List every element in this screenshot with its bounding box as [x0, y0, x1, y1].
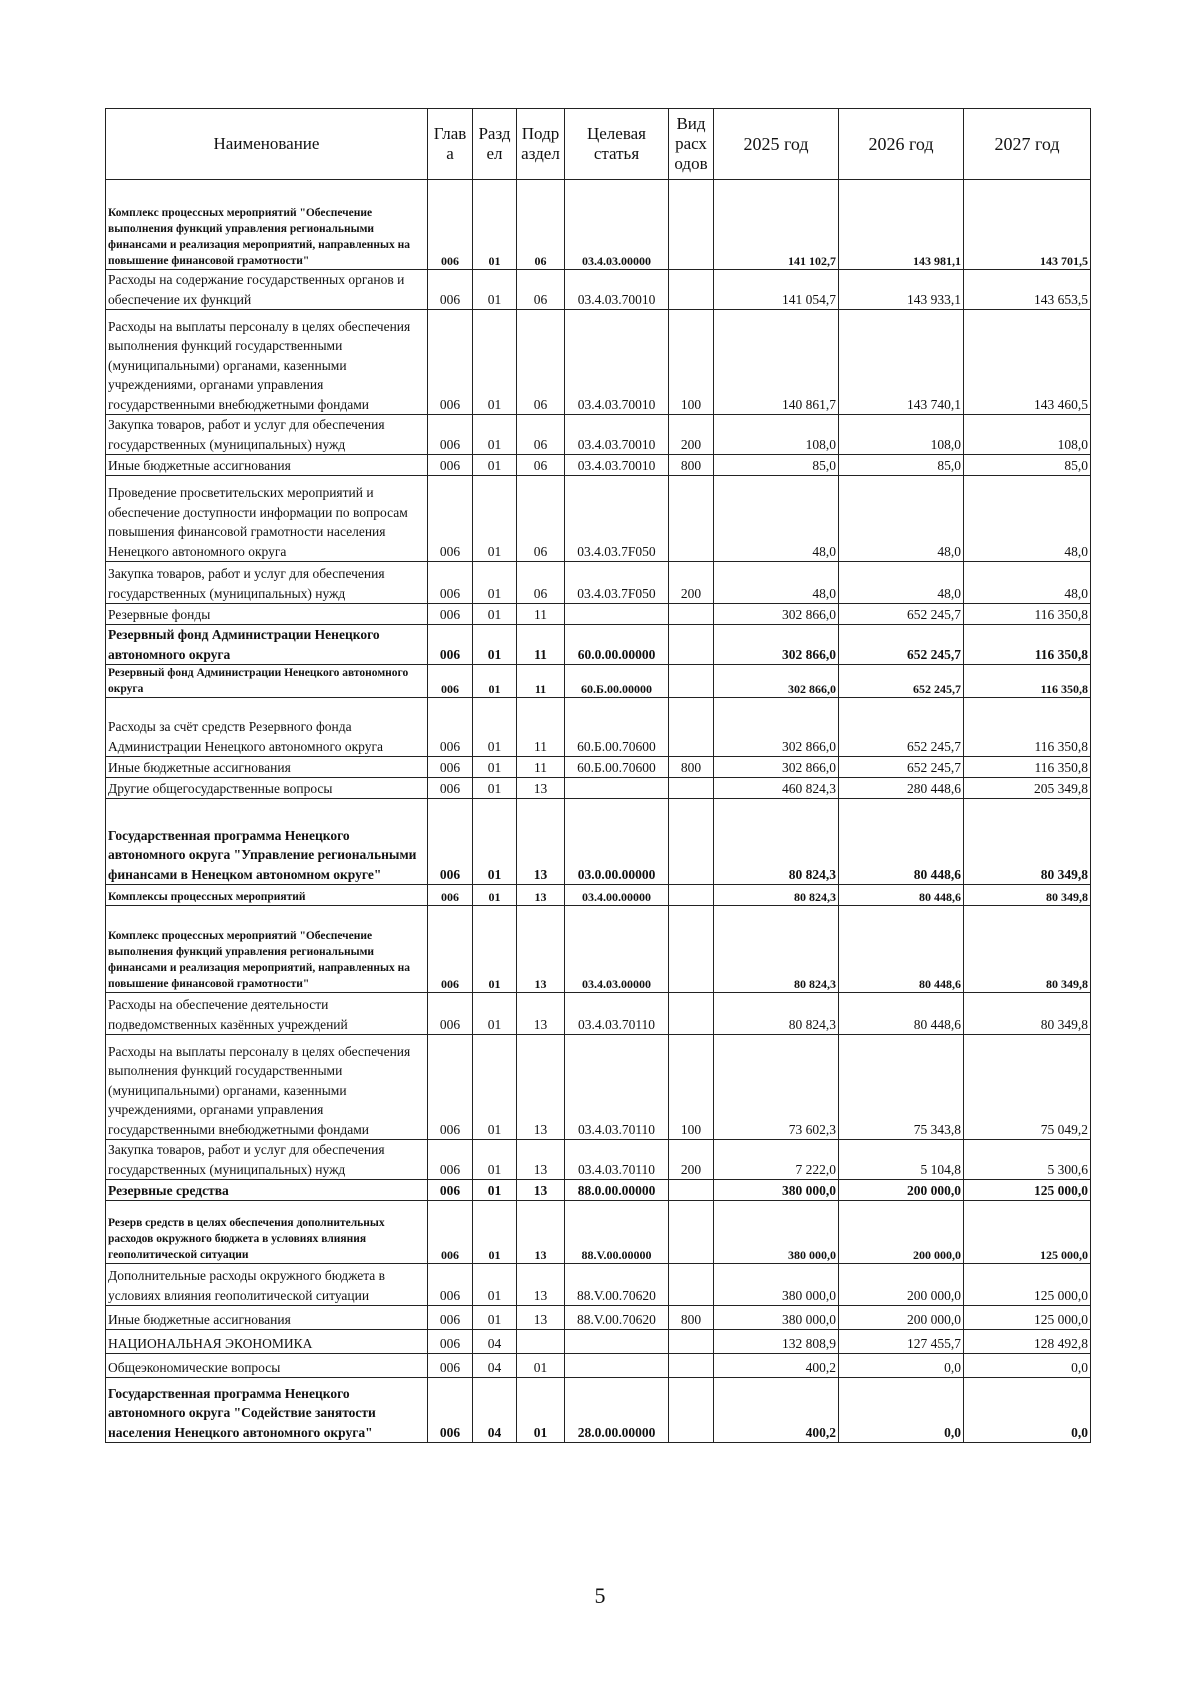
cell-article: 88.0.00.00000 [565, 1180, 669, 1201]
cell-2026: 652 245,7 [839, 757, 964, 778]
cell-razdel: 01 [473, 625, 517, 665]
cell-2025: 302 866,0 [714, 665, 839, 698]
cell-razdel: 01 [473, 180, 517, 270]
cell-podrazdel: 13 [517, 906, 565, 993]
cell-kind [669, 665, 714, 698]
table-row [106, 1330, 1091, 1354]
table-row [106, 778, 1091, 799]
cell-2025: 80 824,3 [714, 799, 839, 885]
cell-2025: 400,2 [714, 1378, 839, 1443]
cell-podrazdel: 06 [517, 455, 565, 476]
page-number: 5 [594, 1583, 606, 1608]
cell-2027: 128 492,8 [964, 1330, 1091, 1354]
header-name: Наименование [106, 109, 428, 180]
cell-2025: 400,2 [714, 1354, 839, 1378]
cell-name: Другие общегосударственные вопросы [106, 778, 428, 799]
cell-2026: 280 448,6 [839, 778, 964, 799]
cell-podrazdel: 13 [517, 1035, 565, 1140]
cell-kind [669, 180, 714, 270]
cell-2025: 48,0 [714, 476, 839, 562]
table-row [106, 1201, 1091, 1264]
cell-name: Резервные средства [106, 1180, 428, 1201]
table-row [106, 455, 1091, 476]
cell-glava: 006 [428, 885, 473, 906]
cell-razdel: 01 [473, 778, 517, 799]
cell-2027: 80 349,8 [964, 906, 1091, 993]
cell-name: Закупка товаров, работ и услуг для обеспечения государственных (муниципальных) нужд [106, 1140, 428, 1180]
cell-glava: 006 [428, 1035, 473, 1140]
cell-2026: 48,0 [839, 562, 964, 604]
cell-article: 88.V.00.00000 [565, 1201, 669, 1264]
cell-podrazdel: 13 [517, 993, 565, 1035]
cell-2025: 380 000,0 [714, 1180, 839, 1201]
cell-kind: 800 [669, 1306, 714, 1330]
cell-2027: 205 349,8 [964, 778, 1091, 799]
cell-glava: 006 [428, 476, 473, 562]
table-row [106, 1306, 1091, 1330]
cell-2027: 48,0 [964, 562, 1091, 604]
cell-2026: 0,0 [839, 1354, 964, 1378]
cell-article: 60.Б.00.00000 [565, 665, 669, 698]
cell-kind [669, 1378, 714, 1443]
cell-2027: 125 000,0 [964, 1306, 1091, 1330]
cell-2026: 652 245,7 [839, 665, 964, 698]
cell-name: Иные бюджетные ассигнования [106, 757, 428, 778]
cell-2027: 0,0 [964, 1354, 1091, 1378]
cell-podrazdel: 13 [517, 885, 565, 906]
cell-podrazdel: 06 [517, 415, 565, 455]
cell-razdel: 01 [473, 1306, 517, 1330]
cell-podrazdel: 06 [517, 310, 565, 415]
cell-2026: 652 245,7 [839, 625, 964, 665]
cell-article: 60.0.00.00000 [565, 625, 669, 665]
cell-article: 03.4.03.70010 [565, 310, 669, 415]
cell-name: Резервный фонд Администрации Ненецкого автономного округа [106, 625, 428, 665]
cell-podrazdel: 06 [517, 476, 565, 562]
cell-razdel: 01 [473, 906, 517, 993]
cell-podrazdel: 11 [517, 757, 565, 778]
cell-glava: 006 [428, 906, 473, 993]
cell-glava: 006 [428, 993, 473, 1035]
cell-2027: 125 000,0 [964, 1264, 1091, 1306]
table-row [106, 310, 1091, 415]
cell-glava: 006 [428, 604, 473, 625]
table-row [106, 665, 1091, 698]
cell-podrazdel: 06 [517, 180, 565, 270]
cell-podrazdel: 13 [517, 1264, 565, 1306]
header-kind: Вид расх одов [669, 109, 714, 180]
header-razdel: Разд ел [473, 109, 517, 180]
cell-kind [669, 604, 714, 625]
table-row [106, 885, 1091, 906]
cell-razdel: 01 [473, 1180, 517, 1201]
cell-glava: 006 [428, 778, 473, 799]
cell-2025: 380 000,0 [714, 1264, 839, 1306]
budget-table [105, 108, 1091, 1443]
cell-2025: 80 824,3 [714, 993, 839, 1035]
cell-2025: 302 866,0 [714, 625, 839, 665]
cell-2026: 85,0 [839, 455, 964, 476]
cell-glava: 006 [428, 1201, 473, 1264]
cell-glava: 006 [428, 1378, 473, 1443]
table-row [106, 757, 1091, 778]
cell-2025: 80 824,3 [714, 906, 839, 993]
header-podrazdel: Подр аздел [517, 109, 565, 180]
cell-name: Расходы на выплаты персоналу в целях обеспечения выполнения функций государственными (муниципальными) органами, казенными учреждениями, органами управления государственными внебюджетными фондами [106, 1035, 428, 1140]
cell-kind [669, 270, 714, 310]
cell-razdel: 04 [473, 1378, 517, 1443]
cell-article: 03.4.03.7F050 [565, 476, 669, 562]
cell-podrazdel: 06 [517, 270, 565, 310]
cell-2026: 143 740,1 [839, 310, 964, 415]
header-article: Целевая статья [565, 109, 669, 180]
cell-2026: 0,0 [839, 1378, 964, 1443]
cell-article [565, 1330, 669, 1354]
table-row [106, 562, 1091, 604]
cell-article: 03.4.03.70010 [565, 455, 669, 476]
cell-2027: 116 350,8 [964, 698, 1091, 757]
table-row [106, 993, 1091, 1035]
table-row [106, 1378, 1091, 1443]
cell-kind: 200 [669, 562, 714, 604]
cell-article [565, 1354, 669, 1378]
cell-article: 88.V.00.70620 [565, 1306, 669, 1330]
cell-2025: 141 054,7 [714, 270, 839, 310]
cell-2027: 125 000,0 [964, 1180, 1091, 1201]
cell-name: Иные бюджетные ассигнования [106, 1306, 428, 1330]
cell-2027: 5 300,6 [964, 1140, 1091, 1180]
cell-2027: 116 350,8 [964, 625, 1091, 665]
table-row [106, 698, 1091, 757]
cell-name: Резервные фонды [106, 604, 428, 625]
table-row [106, 270, 1091, 310]
cell-glava: 006 [428, 455, 473, 476]
cell-2026: 652 245,7 [839, 604, 964, 625]
cell-2026: 80 448,6 [839, 993, 964, 1035]
cell-2027: 125 000,0 [964, 1201, 1091, 1264]
cell-2025: 302 866,0 [714, 698, 839, 757]
cell-2025: 380 000,0 [714, 1306, 839, 1330]
table-row [106, 415, 1091, 455]
cell-name: Проведение просветительских мероприятий и обеспечение доступности информации по вопросам повышения финансовой грамотности населения Ненецкого автономного округа [106, 476, 428, 562]
cell-name: Закупка товаров, работ и услуг для обеспечения государственных (муниципальных) нужд [106, 415, 428, 455]
cell-glava: 006 [428, 1140, 473, 1180]
cell-glava: 006 [428, 180, 473, 270]
cell-name: НАЦИОНАЛЬНАЯ ЭКОНОМИКА [106, 1330, 428, 1354]
cell-2026: 143 981,1 [839, 180, 964, 270]
cell-name: Общеэкономические вопросы [106, 1354, 428, 1378]
cell-glava: 006 [428, 270, 473, 310]
cell-article: 88.V.00.70620 [565, 1264, 669, 1306]
cell-razdel: 01 [473, 993, 517, 1035]
cell-podrazdel: 01 [517, 1378, 565, 1443]
cell-name: Расходы на обеспечение деятельности подведомственных казённых учреждений [106, 993, 428, 1035]
cell-2025: 460 824,3 [714, 778, 839, 799]
cell-2026: 127 455,7 [839, 1330, 964, 1354]
cell-kind [669, 885, 714, 906]
cell-article: 03.0.00.00000 [565, 799, 669, 885]
cell-razdel: 01 [473, 562, 517, 604]
cell-podrazdel: 11 [517, 604, 565, 625]
cell-2026: 200 000,0 [839, 1306, 964, 1330]
cell-2026: 143 933,1 [839, 270, 964, 310]
cell-2026: 80 448,6 [839, 885, 964, 906]
cell-glava: 006 [428, 1264, 473, 1306]
cell-2025: 302 866,0 [714, 604, 839, 625]
cell-2027: 48,0 [964, 476, 1091, 562]
header-2026: 2026 год [839, 109, 964, 180]
cell-article: 03.4.03.00000 [565, 906, 669, 993]
cell-kind: 200 [669, 1140, 714, 1180]
cell-name: Комплекс процессных мероприятий "Обеспечение выполнения функций управления региональными финансами и реализация мероприятий, направленных на повышение финансовой грамотности" [106, 906, 428, 993]
cell-glava: 006 [428, 310, 473, 415]
cell-razdel: 01 [473, 799, 517, 885]
cell-podrazdel: 13 [517, 799, 565, 885]
cell-name: Комплекс процессных мероприятий "Обеспечение выполнения функций управления региональными финансами и реализация мероприятий, направленных на повышение финансовой грамотности" [106, 180, 428, 270]
cell-razdel: 01 [473, 476, 517, 562]
cell-glava: 006 [428, 1330, 473, 1354]
cell-kind [669, 799, 714, 885]
header-2025: 2025 год [714, 109, 839, 180]
table-row [106, 1354, 1091, 1378]
cell-2027: 80 349,8 [964, 799, 1091, 885]
cell-2026: 80 448,6 [839, 906, 964, 993]
cell-kind [669, 1354, 714, 1378]
cell-glava: 006 [428, 625, 473, 665]
cell-razdel: 01 [473, 415, 517, 455]
budget-table-container [105, 108, 1090, 1443]
cell-article: 03.4.03.7F050 [565, 562, 669, 604]
cell-glava: 006 [428, 1306, 473, 1330]
table-row [106, 1264, 1091, 1306]
table-row [106, 476, 1091, 562]
cell-razdel: 01 [473, 885, 517, 906]
cell-name: Резервный фонд Администрации Ненецкого автономного округа [106, 665, 428, 698]
cell-glava: 006 [428, 562, 473, 604]
header-glava: Глав а [428, 109, 473, 180]
cell-kind [669, 906, 714, 993]
cell-name: Государственная программа Ненецкого автономного округа "Содействие занятости населения Ненецкого автономного округа" [106, 1378, 428, 1443]
cell-kind: 100 [669, 310, 714, 415]
cell-glava: 006 [428, 1180, 473, 1201]
cell-2027: 85,0 [964, 455, 1091, 476]
cell-article: 03.4.03.70110 [565, 1035, 669, 1140]
cell-kind: 800 [669, 757, 714, 778]
cell-2025: 80 824,3 [714, 885, 839, 906]
cell-razdel: 01 [473, 1264, 517, 1306]
cell-2027: 143 701,5 [964, 180, 1091, 270]
cell-name: Государственная программа Ненецкого автономного округа "Управление региональными финансами в Ненецком автономном округе" [106, 799, 428, 885]
cell-podrazdel: 13 [517, 1306, 565, 1330]
cell-name: Расходы на выплаты персоналу в целях обеспечения выполнения функций государственными (муниципальными) органами, казенными учреждениями, органами управления государственными внебюджетными фондами [106, 310, 428, 415]
cell-article: 03.4.03.00000 [565, 180, 669, 270]
cell-razdel: 01 [473, 604, 517, 625]
cell-article: 03.4.03.70010 [565, 415, 669, 455]
cell-article: 03.4.00.00000 [565, 885, 669, 906]
cell-kind: 800 [669, 455, 714, 476]
cell-2027: 0,0 [964, 1378, 1091, 1443]
cell-article: 03.4.03.70110 [565, 993, 669, 1035]
cell-2025: 73 602,3 [714, 1035, 839, 1140]
cell-2025: 380 000,0 [714, 1201, 839, 1264]
cell-razdel: 01 [473, 310, 517, 415]
cell-2026: 200 000,0 [839, 1180, 964, 1201]
cell-2026: 80 448,6 [839, 799, 964, 885]
cell-name: Резерв средств в целях обеспечения дополнительных расходов окружного бюджета в условиях влияния геополитической ситуации [106, 1201, 428, 1264]
cell-name: Закупка товаров, работ и услуг для обеспечения государственных (муниципальных) нужд [106, 562, 428, 604]
table-row [106, 1180, 1091, 1201]
cell-podrazdel: 11 [517, 698, 565, 757]
table-body [106, 180, 1091, 1443]
cell-2025: 140 861,7 [714, 310, 839, 415]
cell-kind [669, 476, 714, 562]
cell-razdel: 01 [473, 1140, 517, 1180]
cell-glava: 006 [428, 698, 473, 757]
cell-kind [669, 778, 714, 799]
header-2027: 2027 год [964, 109, 1091, 180]
cell-2025: 7 222,0 [714, 1140, 839, 1180]
cell-2027: 80 349,8 [964, 993, 1091, 1035]
cell-kind [669, 1330, 714, 1354]
cell-2027: 75 049,2 [964, 1035, 1091, 1140]
cell-2025: 302 866,0 [714, 757, 839, 778]
cell-podrazdel: 06 [517, 562, 565, 604]
cell-name: Иные бюджетные ассигнования [106, 455, 428, 476]
cell-podrazdel: 01 [517, 1354, 565, 1378]
cell-name: Расходы на содержание государственных органов и обеспечение их функций [106, 270, 428, 310]
cell-2027: 80 349,8 [964, 885, 1091, 906]
cell-2025: 141 102,7 [714, 180, 839, 270]
cell-article: 03.4.03.70010 [565, 270, 669, 310]
cell-glava: 006 [428, 415, 473, 455]
cell-podrazdel: 11 [517, 625, 565, 665]
cell-podrazdel: 11 [517, 665, 565, 698]
cell-2027: 143 653,5 [964, 270, 1091, 310]
cell-glava: 006 [428, 665, 473, 698]
table-row [106, 1140, 1091, 1180]
cell-article: 60.Б.00.70600 [565, 698, 669, 757]
table-row [106, 1035, 1091, 1140]
cell-kind: 200 [669, 415, 714, 455]
cell-podrazdel: 13 [517, 1180, 565, 1201]
cell-2027: 143 460,5 [964, 310, 1091, 415]
cell-2025: 85,0 [714, 455, 839, 476]
cell-article: 03.4.03.70110 [565, 1140, 669, 1180]
cell-razdel: 01 [473, 455, 517, 476]
cell-name: Дополнительные расходы окружного бюджета в условиях влияния геополитической ситуации [106, 1264, 428, 1306]
cell-article: 28.0.00.00000 [565, 1378, 669, 1443]
cell-podrazdel: 13 [517, 1140, 565, 1180]
cell-2025: 48,0 [714, 562, 839, 604]
cell-glava: 006 [428, 799, 473, 885]
cell-article [565, 604, 669, 625]
cell-podrazdel: 13 [517, 1201, 565, 1264]
cell-glava: 006 [428, 757, 473, 778]
cell-podrazdel: 13 [517, 778, 565, 799]
cell-article [565, 778, 669, 799]
cell-razdel: 04 [473, 1354, 517, 1378]
cell-glava: 006 [428, 1354, 473, 1378]
cell-2025: 132 808,9 [714, 1330, 839, 1354]
cell-2026: 75 343,8 [839, 1035, 964, 1140]
cell-razdel: 01 [473, 698, 517, 757]
table-row [106, 604, 1091, 625]
cell-name: Комплексы процессных мероприятий [106, 885, 428, 906]
cell-razdel: 01 [473, 665, 517, 698]
cell-2027: 116 350,8 [964, 757, 1091, 778]
cell-2025: 108,0 [714, 415, 839, 455]
cell-kind [669, 993, 714, 1035]
cell-razdel: 01 [473, 270, 517, 310]
cell-name: Расходы за счёт средств Резервного фонда Администрации Ненецкого автономного округа [106, 698, 428, 757]
cell-2026: 652 245,7 [839, 698, 964, 757]
cell-2026: 5 104,8 [839, 1140, 964, 1180]
cell-2027: 116 350,8 [964, 604, 1091, 625]
cell-2026: 200 000,0 [839, 1201, 964, 1264]
cell-kind [669, 698, 714, 757]
cell-razdel: 01 [473, 1201, 517, 1264]
table-row [106, 180, 1091, 270]
cell-kind [669, 1201, 714, 1264]
table-header-row [106, 109, 1091, 180]
cell-razdel: 04 [473, 1330, 517, 1354]
cell-kind [669, 1264, 714, 1306]
cell-kind [669, 1180, 714, 1201]
cell-2027: 108,0 [964, 415, 1091, 455]
cell-kind [669, 625, 714, 665]
table-row [106, 799, 1091, 885]
cell-2027: 116 350,8 [964, 665, 1091, 698]
cell-razdel: 01 [473, 757, 517, 778]
cell-2026: 200 000,0 [839, 1264, 964, 1306]
cell-2026: 108,0 [839, 415, 964, 455]
table-row [106, 625, 1091, 665]
cell-podrazdel [517, 1330, 565, 1354]
table-row [106, 906, 1091, 993]
cell-razdel: 01 [473, 1035, 517, 1140]
cell-2026: 48,0 [839, 476, 964, 562]
cell-kind: 100 [669, 1035, 714, 1140]
cell-article: 60.Б.00.70600 [565, 757, 669, 778]
